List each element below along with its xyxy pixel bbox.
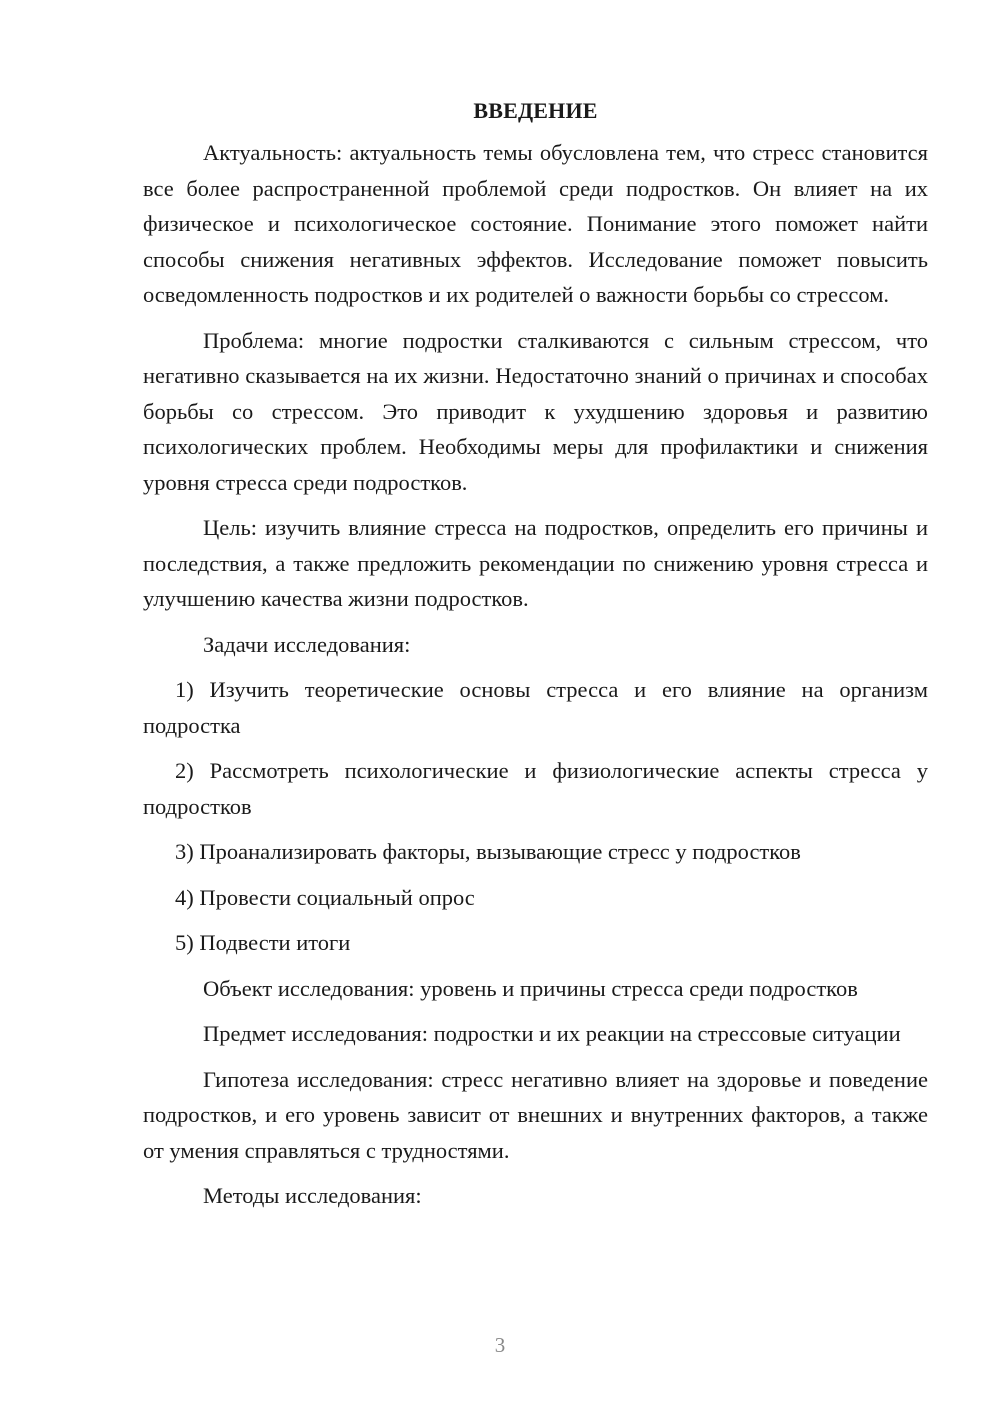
subject-paragraph: Предмет исследования: подростки и их реакции на стрессовые ситуации xyxy=(203,1021,901,1046)
task-item-1: 1) Изучить теоретические основы стресса и его влияние на организм подростка xyxy=(143,677,928,738)
hypothesis-paragraph: Гипотеза исследования: стресс негативно влияет на здоровье и поведение подростков, и его уровень зависит от внешних и внутренних факторов, а также от умения справляться с трудностями. xyxy=(143,1066,928,1163)
task-item-3: 3) Проанализировать факторы, вызывающие стресс у подростков xyxy=(175,839,801,864)
tasks-heading: Задачи исследования: xyxy=(203,631,411,657)
task-item-2: 2) Рассмотреть психологические и физиологические аспекты стресса у подростков xyxy=(143,758,928,819)
task-item-5: 5) Подвести итоги xyxy=(175,930,351,955)
methods-heading: Методы исследования: xyxy=(203,1183,422,1208)
section-title: ВВЕДЕНИЕ xyxy=(473,98,598,123)
relevance-paragraph: Актуальность: актуальность темы обусловлена тем, что стресс становится все более распространенной проблемой среди подростков. Он влияет на их физическое и психологическое состояние. Понимание этого поможет найти способы снижения негативных эффектов. Исследование поможет повысить осведомленность подростков и их родителей о важности борьбы со стрессом. xyxy=(143,140,928,307)
page-number: 3 xyxy=(494,1333,506,1357)
problem-paragraph: Проблема: многие подростки сталкиваются с сильным стрессом, что негативно сказывается на их жизни. Недостаточно знаний о причинах и способах борьбы со стрессом. Это приводит к ухудшению здоровья и развитию психологических проблем. Необходимы меры для профилактики и снижения уровня стресса среди подростков. xyxy=(143,327,928,495)
document-page xyxy=(143,95,928,1224)
object-paragraph: Объект исследования: уровень и причины стресса среди подростков xyxy=(203,975,858,1001)
task-item-4: 4) Провести социальный опрос xyxy=(175,884,475,910)
goal-paragraph: Цель: изучить влияние стресса на подростков, определить его причины и последствия, а также предложить рекомендации по снижению уровня стресса и улучшению качества жизни подростков. xyxy=(143,515,928,611)
